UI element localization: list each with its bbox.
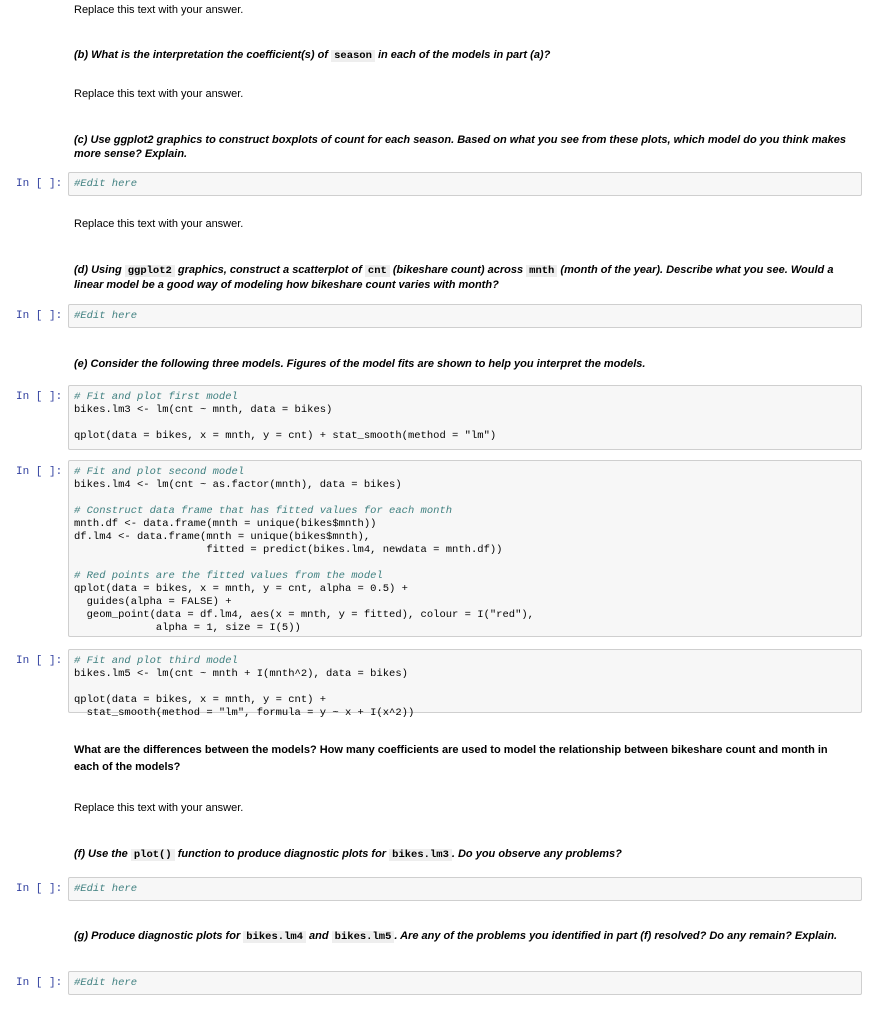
cell-prompt: In [ ]: [16, 466, 63, 478]
edit-here-comment: #Edit here [74, 310, 138, 322]
code-cell-model2[interactable] [68, 460, 862, 637]
edit-here-comment: #Edit here [74, 883, 138, 895]
cell-prompt: In [ ]: [16, 178, 63, 190]
code-cell-f[interactable] [68, 877, 862, 901]
question-e-followup: What are the differences between the models? How many coefficients are used to model the relationship between bikeshare count and month in each of the models? [74, 744, 828, 773]
code-block: # Fit and plot third model bikes.lm5 <- lm(cnt ~ mnth + I(mnth^2), data = bikes) qplot(data = bikes, x = mnth, y = cnt) + stat_smooth(method = "lm", formula = y ~ x + I(x^2)) [74, 655, 415, 719]
code-cell-d[interactable] [68, 304, 862, 328]
edit-here-comment: #Edit here [74, 178, 138, 190]
edit-here-comment: #Edit here [74, 977, 138, 989]
cell-prompt: In [ ]: [16, 391, 63, 403]
code-block: # Fit and plot first model bikes.lm3 <- lm(cnt ~ mnth, data = bikes) qplot(data = bikes, x = mnth, y = cnt) + stat_smooth(method = "lm") [74, 391, 497, 442]
answer-text-a[interactable]: Replace this text with your answer. [74, 4, 244, 16]
question-g: (g) Produce diagnostic plots for bikes.lm4 and bikes.lm5 . Are any of the problems you identified in part (f) resolved? Do any remain? Explain. [74, 930, 838, 943]
answer-text-c[interactable]: Replace this text with your answer. [74, 218, 244, 230]
cell-prompt: In [ ]: [16, 977, 63, 989]
cell-prompt: In [ ]: [16, 883, 63, 895]
code-cell-g[interactable] [68, 971, 862, 995]
answer-text-e[interactable]: Replace this text with your answer. [74, 802, 244, 814]
question-b: (b) What is the interpretation the coefficient(s) of season in each of the models in part (a)? [74, 49, 551, 62]
answer-text-b[interactable]: Replace this text with your answer. [74, 88, 244, 100]
question-f: (f) Use the plot() function to produce diagnostic plots for bikes.lm3 . Do you observe any problems? [74, 848, 622, 861]
question-e: (e) Consider the following three models. Figures of the model fits are shown to help you interpret the models. [74, 358, 646, 370]
code-cell-model1[interactable] [68, 385, 862, 450]
code-cell-c[interactable] [68, 172, 862, 196]
question-d: (d) Using ggplot2 graphics, construct a scatterplot of cnt (bikeshare count) across mnth (month of the year). Describe what you see. Would a linear model be a good way of modeling how bikeshare count varies with month? [74, 264, 834, 291]
cell-prompt: In [ ]: [16, 655, 63, 667]
question-c: (c) Use ggplot2 graphics to construct boxplots of count for each season. Based on what you see from these plots, which model do you think makes more sense? Explain. [74, 134, 846, 160]
code-block: # Fit and plot second model bikes.lm4 <- lm(cnt ~ as.factor(mnth), data = bikes) # Construct data frame that has fitted values for each month mnth.df <- data.frame(mnth = unique(bikes$mnth)) df.lm4 <- data.frame(mnth = unique(bikes$mnth), fitted = predict(bikes.lm4, newdata = mnth.df)) # Red points are the fitted values from the model qplot(data = bikes, x = mnth, y = cnt, alpha = 0.5) + guides(alpha = FALSE) + geom_point(data = df.lm4, aes(x = mnth, y = fitted), colour = I("red"), alpha = 1, size = I(5)) [74, 466, 534, 634]
code-cell-model3[interactable] [68, 649, 862, 719]
cell-prompt: In [ ]: [16, 310, 63, 322]
